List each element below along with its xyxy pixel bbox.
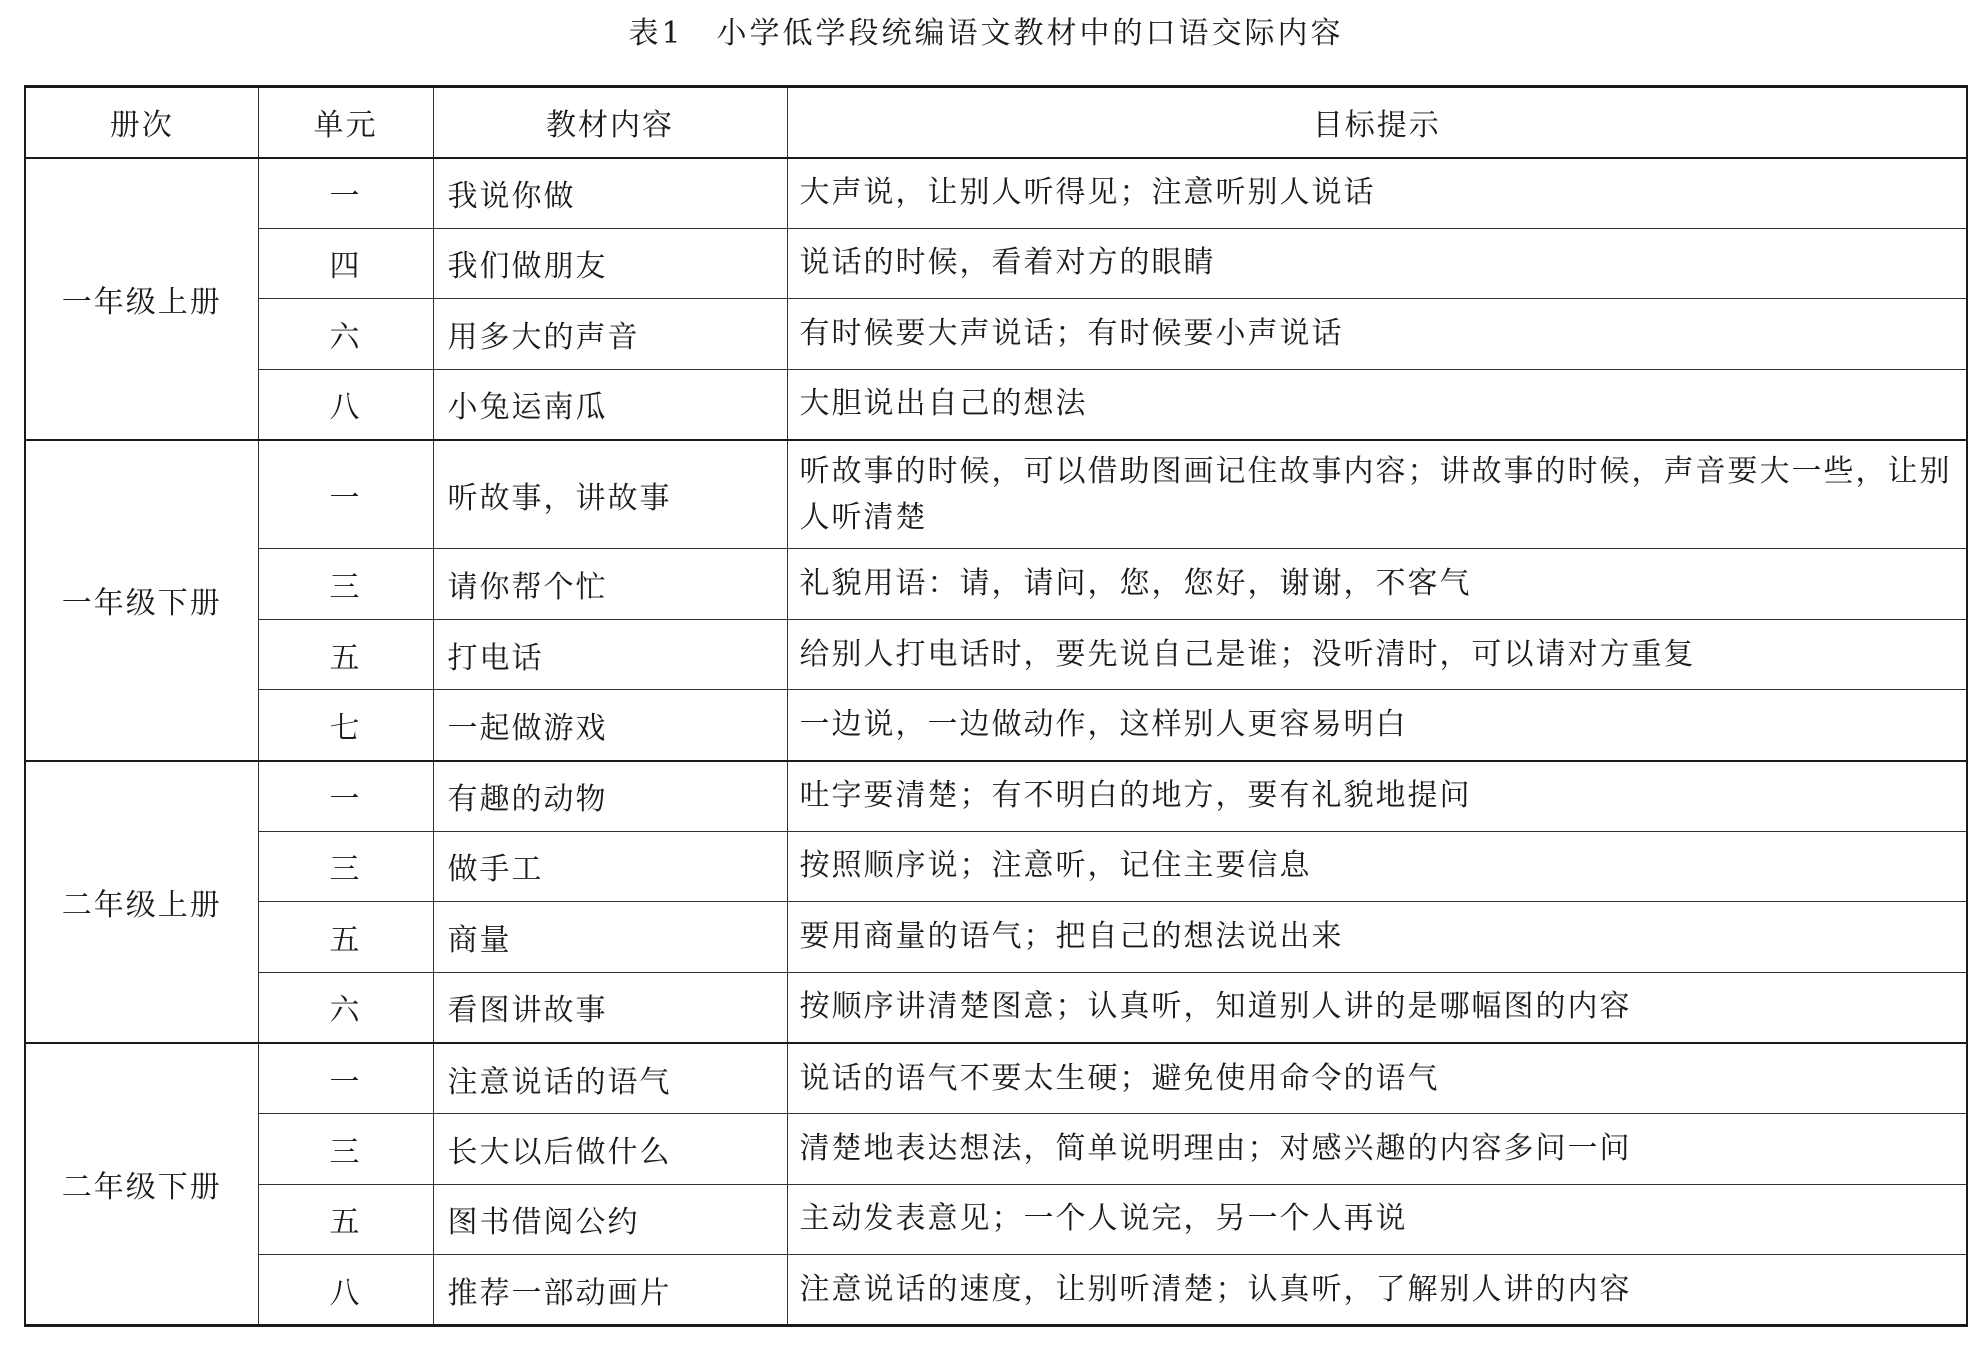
- oral-communication-table: [24, 85, 1968, 1327]
- content-cell: 商量: [433, 902, 787, 973]
- goal-cell: 大胆说出自己的想法: [787, 369, 1967, 440]
- table-row: [25, 831, 1967, 902]
- content-cell: 做手工: [433, 831, 787, 902]
- unit-cell: 一: [258, 440, 433, 549]
- volume-cell: 一年级上册: [25, 158, 258, 440]
- goal-cell: 礼貌用语：请，请问，您，您好，谢谢，不客气: [787, 549, 1967, 620]
- table-row: [25, 1255, 1967, 1326]
- goal-cell: 清楚地表达想法，简单说明理由；对感兴趣的内容多问一问: [787, 1114, 1967, 1185]
- table-row: [25, 549, 1967, 620]
- unit-cell: 一: [258, 158, 433, 229]
- table-row: [25, 440, 1967, 549]
- unit-cell: 八: [258, 369, 433, 440]
- content-cell: 注意说话的语气: [433, 1043, 787, 1114]
- table-row: [25, 1043, 1967, 1114]
- goal-cell: 主动发表意见；一个人说完，另一个人再说: [787, 1184, 1967, 1255]
- content-cell: 图书借阅公约: [433, 1184, 787, 1255]
- content-cell: 推荐一部动画片: [433, 1255, 787, 1326]
- content-cell: 小兔运南瓜: [433, 369, 787, 440]
- unit-cell: 三: [258, 831, 433, 902]
- volume-cell: 二年级下册: [25, 1043, 258, 1326]
- table-row: [25, 690, 1967, 761]
- header-content: 教材内容: [433, 87, 787, 158]
- content-cell: 一起做游戏: [433, 690, 787, 761]
- goal-cell: 有时候要大声说话；有时候要小声说话: [787, 299, 1967, 370]
- unit-cell: 五: [258, 902, 433, 973]
- unit-cell: 八: [258, 1255, 433, 1326]
- table-row: [25, 902, 1967, 973]
- goal-cell: 给别人打电话时，要先说自己是谁；没听清时，可以请对方重复: [787, 619, 1967, 690]
- header-goal: 目标提示: [787, 87, 1967, 158]
- table-row: [25, 761, 1967, 832]
- table-row: [25, 158, 1967, 229]
- goal-cell: 要用商量的语气；把自己的想法说出来: [787, 902, 1967, 973]
- content-cell: 我说你做: [433, 158, 787, 229]
- header-row: [25, 87, 1967, 158]
- goal-cell: 注意说话的速度，让别听清楚；认真听，了解别人讲的内容: [787, 1255, 1967, 1326]
- unit-cell: 六: [258, 972, 433, 1043]
- content-cell: 打电话: [433, 619, 787, 690]
- content-cell: 用多大的声音: [433, 299, 787, 370]
- goal-cell: 一边说，一边做动作，这样别人更容易明白: [787, 690, 1967, 761]
- table-row: [25, 1114, 1967, 1185]
- unit-cell: 一: [258, 761, 433, 832]
- content-cell: 听故事，讲故事: [433, 440, 787, 549]
- goal-cell: 听故事的时候，可以借助图画记住故事内容；讲故事的时候，声音要大一些，让别人听清楚: [787, 440, 1967, 549]
- goal-cell: 吐字要清楚；有不明白的地方，要有礼貌地提问: [787, 761, 1967, 832]
- goal-cell: 按照顺序说；注意听，记住主要信息: [787, 831, 1967, 902]
- table-row: [25, 369, 1967, 440]
- content-cell: 有趣的动物: [433, 761, 787, 832]
- unit-cell: 四: [258, 228, 433, 299]
- goal-cell: 说话的时候，看着对方的眼睛: [787, 228, 1967, 299]
- table-row: [25, 619, 1967, 690]
- unit-cell: 三: [258, 1114, 433, 1185]
- header-unit: 单元: [258, 87, 433, 158]
- goal-cell: 大声说，让别人听得见；注意听别人说话: [787, 158, 1967, 229]
- table-row: [25, 299, 1967, 370]
- goal-cell: 按顺序讲清楚图意；认真听，知道别人讲的是哪幅图的内容: [787, 972, 1967, 1043]
- table-caption: 表1 小学低学段统编语文教材中的口语交际内容: [628, 16, 1344, 51]
- unit-cell: 六: [258, 299, 433, 370]
- table-row: [25, 228, 1967, 299]
- header-volume: 册次: [25, 87, 258, 158]
- table-row: [25, 1184, 1967, 1255]
- unit-cell: 五: [258, 1184, 433, 1255]
- unit-cell: 五: [258, 619, 433, 690]
- unit-cell: 七: [258, 690, 433, 761]
- goal-cell: 说话的语气不要太生硬；避免使用命令的语气: [787, 1043, 1967, 1114]
- volume-cell: 一年级下册: [25, 440, 258, 761]
- content-cell: 请你帮个忙: [433, 549, 787, 620]
- volume-cell: 二年级上册: [25, 761, 258, 1043]
- table-row: [25, 972, 1967, 1043]
- content-cell: 长大以后做什么: [433, 1114, 787, 1185]
- unit-cell: 一: [258, 1043, 433, 1114]
- content-cell: 我们做朋友: [433, 228, 787, 299]
- content-cell: 看图讲故事: [433, 972, 787, 1043]
- unit-cell: 三: [258, 549, 433, 620]
